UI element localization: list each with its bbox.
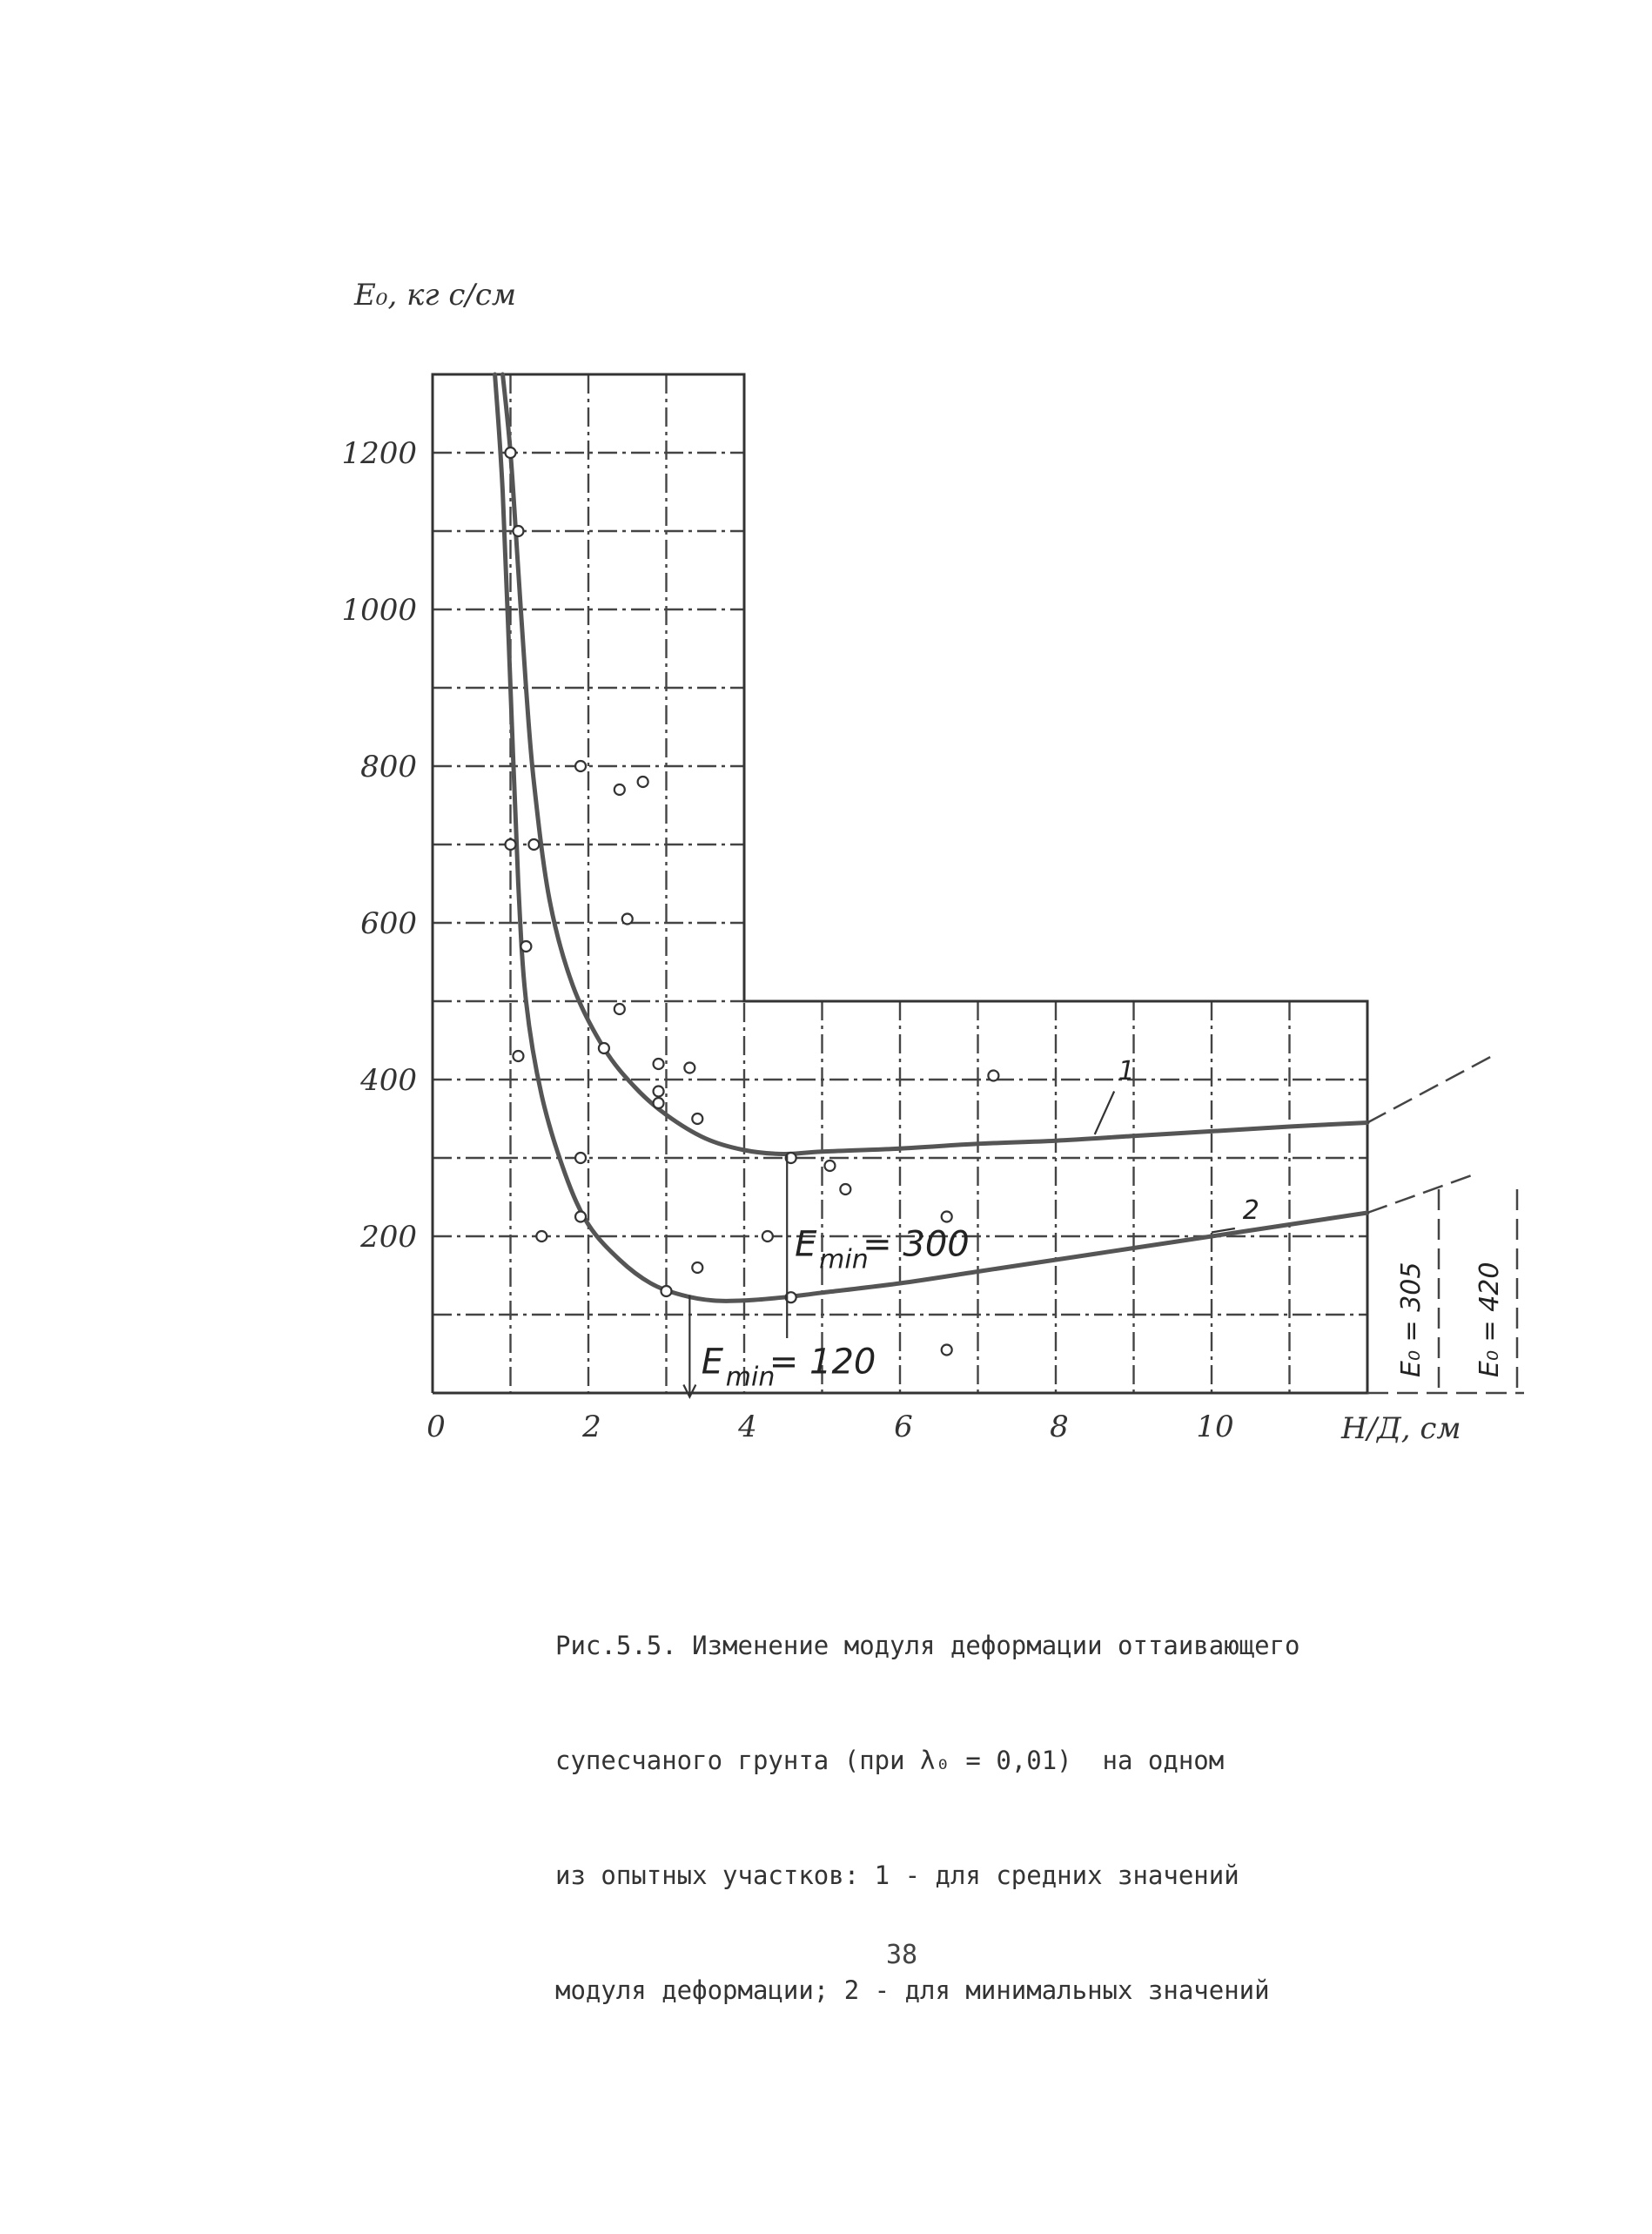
data-point: [599, 1043, 609, 1053]
y-tick-label: 800: [360, 750, 417, 784]
y-tick-label: 200: [360, 1220, 417, 1255]
data-point: [942, 1212, 952, 1222]
caption-line: Рис.5.5. Изменение модуля деформации оттаивающего: [555, 1631, 1300, 1660]
data-point: [654, 1098, 664, 1108]
caption-line: из опытных участков: 1 - для средних значений: [555, 1861, 1239, 1890]
series-label-1: 1: [1118, 1056, 1135, 1087]
data-point: [638, 777, 648, 787]
data-point: [942, 1345, 952, 1356]
data-point: [575, 761, 586, 771]
x-axis-title: H/Д, см: [1341, 1411, 1461, 1446]
data-point: [506, 447, 516, 458]
data-point: [988, 1071, 998, 1081]
emin-300-subscript: min: [819, 1244, 869, 1275]
data-point: [614, 784, 625, 795]
e0-305-label: E₀ = 305: [1396, 1262, 1427, 1377]
data-point: [513, 526, 523, 536]
y-tick-label: 400: [360, 1063, 417, 1098]
data-point: [622, 914, 633, 925]
data-point: [506, 839, 516, 850]
caption-line: модуля деформации; 2 - для минимальных значений: [555, 1975, 1270, 2005]
data-point: [840, 1184, 850, 1194]
data-point: [575, 1153, 586, 1163]
series-label-2: 2: [1242, 1195, 1259, 1227]
y-tick-label: 600: [360, 906, 417, 941]
series-line-2: [495, 374, 1367, 1301]
y-tick-label: 1200: [341, 436, 417, 471]
page-number: 38: [885, 1940, 918, 1970]
caption-line: супесчаного грунта (при λ₀ = 0,01) на одном: [555, 1746, 1225, 1775]
emin-120-label: E: [701, 1342, 724, 1383]
data-point: [692, 1114, 702, 1124]
x-tick-label: 2: [582, 1410, 601, 1444]
x-tick-label: 8: [1050, 1410, 1069, 1444]
data-point: [692, 1262, 702, 1273]
y-axis-title: E₀, кг с/см: [354, 278, 517, 313]
data-point: [528, 839, 539, 850]
series-extension-1: [1367, 1056, 1492, 1123]
series-extension-2: [1367, 1174, 1476, 1213]
x-tick-label: 10: [1196, 1410, 1234, 1444]
data-point: [520, 941, 531, 952]
series-line-1: [503, 374, 1367, 1154]
data-point: [513, 1051, 523, 1061]
data-point: [614, 1004, 625, 1014]
x-tick-label: 4: [738, 1410, 757, 1444]
figure-caption: [555, 1550, 1426, 2048]
data-point: [661, 1286, 672, 1296]
data-point: [654, 1059, 664, 1069]
emin-120-value: = 120: [769, 1342, 876, 1383]
scatter-points: [506, 447, 999, 1356]
series-curves: [495, 374, 1493, 1301]
data-point: [654, 1087, 664, 1097]
emin-300-label: E: [795, 1224, 817, 1265]
series-label-1-leader: [1095, 1092, 1114, 1135]
data-point: [762, 1231, 773, 1241]
data-point: [684, 1063, 695, 1073]
e0-420-label: E₀ = 420: [1474, 1262, 1505, 1377]
emin-300-value: = 300: [863, 1224, 970, 1265]
data-point: [575, 1212, 586, 1222]
data-point: [536, 1231, 547, 1241]
x-tick-label: 0: [426, 1410, 446, 1444]
data-point: [824, 1161, 835, 1171]
emin-120-subscript: min: [725, 1362, 776, 1393]
x-tick-label: 6: [894, 1410, 913, 1444]
y-tick-label: 1000: [341, 593, 417, 628]
